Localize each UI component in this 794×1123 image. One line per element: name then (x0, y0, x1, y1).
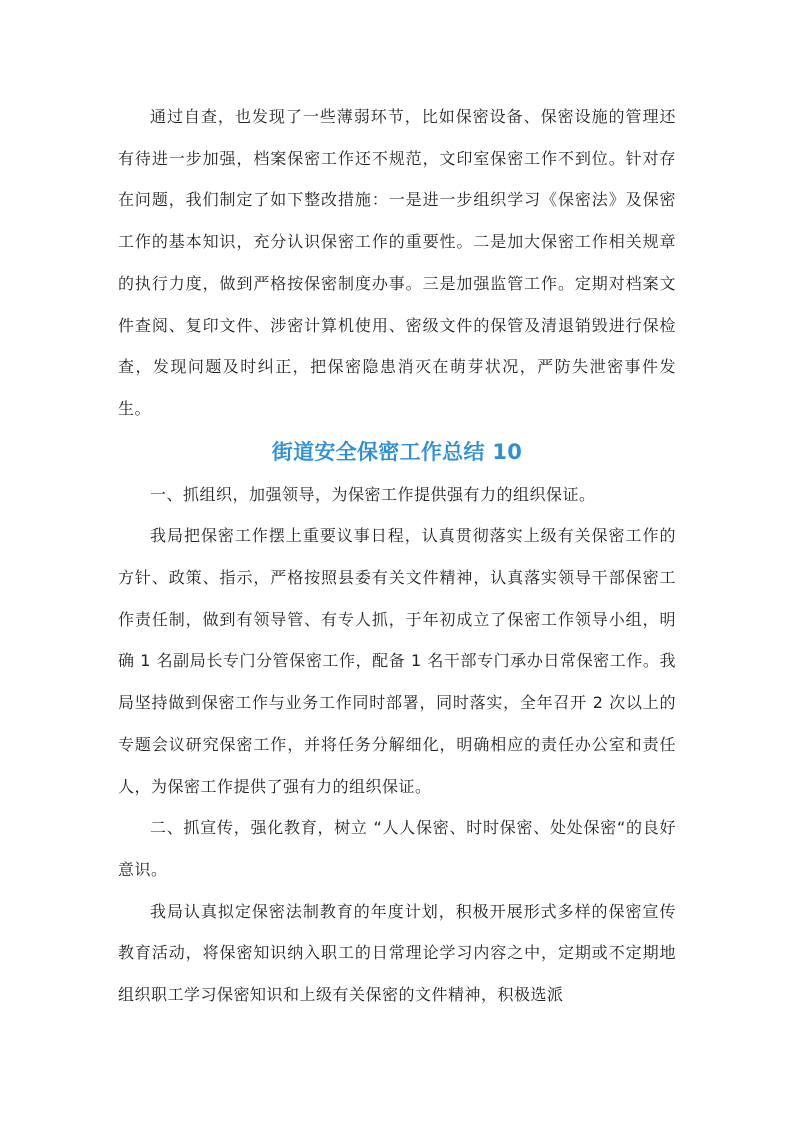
document-body (118, 96, 676, 1016)
paragraph-self-inspection: 通过自查，也发现了一些薄弱环节，比如保密设备、保密设施的管理还有待进一步加强，档案保密工作还不规范，文印室保密工作不到位。针对存在问题，我们制定了如下整改措施：一是进一步组织学习《保密法》及保密工作的基本知识，充分认识保密工作的重要性。二是加大保密工作相关规章的执行力度，做到严格按保密制度办事。三是加强监管工作。定期对档案文件查阅、复印文件、涉密计算机使用、密级文件的保管及清退销毁进行保检查，发现问题及时纠正，把保密隐患消灭在萌芽状况，严防失泄密事件发生。 (118, 107, 676, 418)
paragraph-publicity-body: 我局认真拟定保密法制教育的年度计划，积极开展形式多样的保密宣传教育活动，将保密知识纳入职工的日常理论学习内容之中，定期或不定期地组织职工学习保密知识和上级有关保密的文件精神，积极选派 (118, 901, 676, 1005)
section-title: 街道安全保密工作总结 10 (271, 439, 523, 464)
paragraph-publicity-heading: 二、抓宣传，强化教育，树立 “人人保密、时时保密、处处保密“的良好意识。 (118, 818, 676, 879)
paragraph-organization-body: 我局把保密工作摆上重要议事日程，认真贯彻落实上级有关保密工作的方针、政策、指示，严格按照县委有关文件精神，认真落实领导干部保密工作责任制，做到有领导管、有专人抓，于年初成立了保密工作领导小组，明确 1 名副局长专门分管保密工作，配备 1 名干部专门承办日常保密工作。我局坚持做到保密工作与业务工作同时部署，同时落实，全年召开 2 次以上的专题会议研究保密工作，并将任务分解细化，明确相应的责任办公室和责任人，为保密工作提供了强有力的组织保证。 (118, 526, 676, 796)
paragraph-organization-heading: 一、抓组织，加强领导，为保密工作提供强有力的组织保证。 (150, 484, 596, 504)
